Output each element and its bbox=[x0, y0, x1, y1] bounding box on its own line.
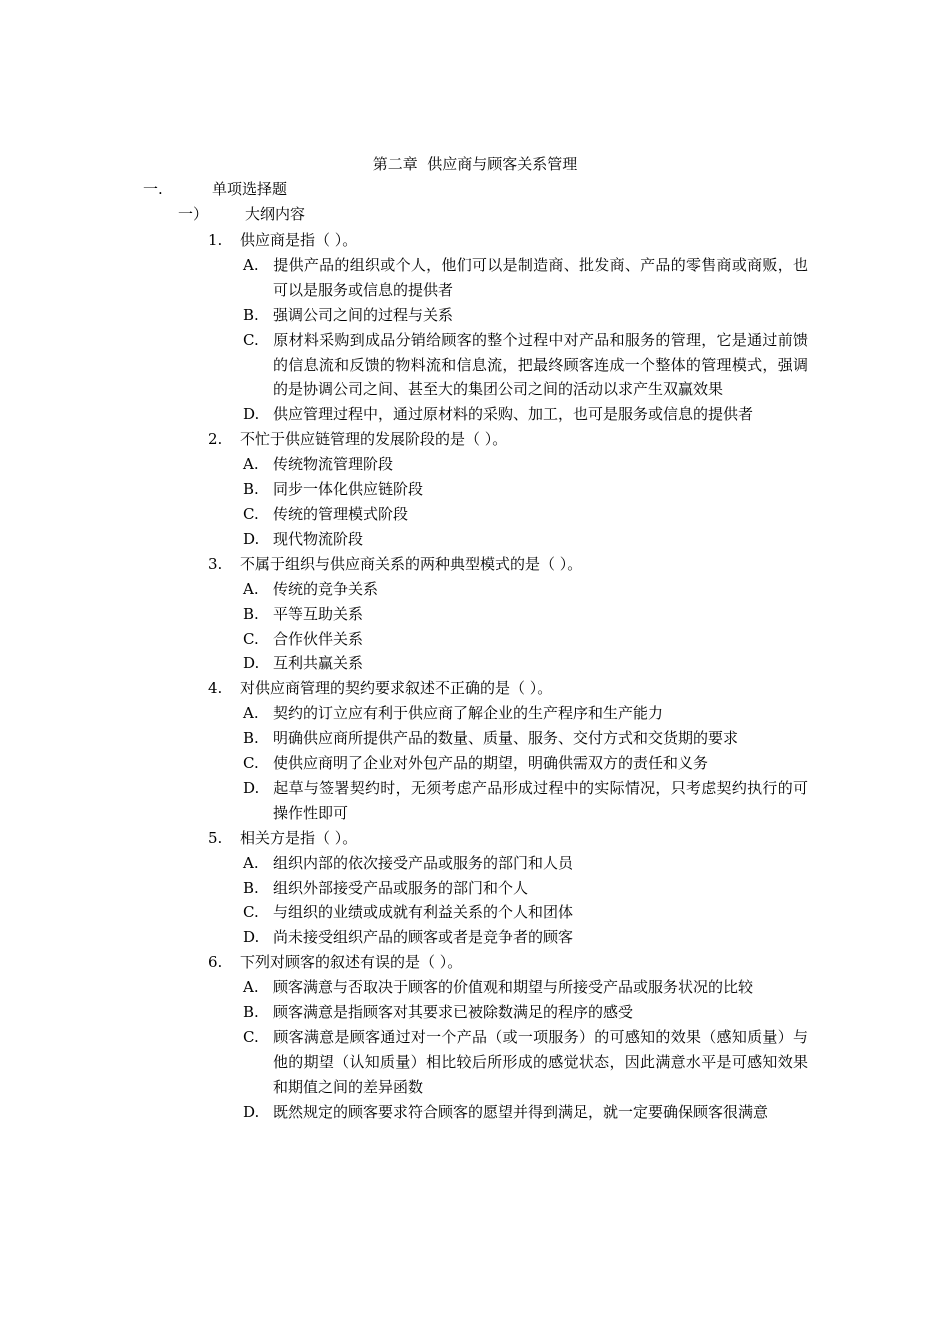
question-item bbox=[208, 552, 808, 677]
option-key: C. bbox=[243, 629, 259, 648]
section-heading bbox=[143, 178, 287, 200]
option-text: 提供产品的组织或个人，他们可以是制造商、批发商、产品的零售商或商贩，也可以是服务或信息的提供者 bbox=[273, 255, 808, 299]
answer-option bbox=[208, 452, 808, 477]
question-number: 3. bbox=[208, 554, 223, 573]
option-text: 顾客满意与否取决于顾客的价值观和期望与所接受产品或服务状况的比较 bbox=[273, 978, 754, 997]
option-text: 互利共赢关系 bbox=[273, 654, 364, 673]
option-text: 现代物流阶段 bbox=[273, 529, 364, 548]
answer-option bbox=[208, 502, 808, 527]
question-stem bbox=[208, 552, 808, 577]
question-number: 1. bbox=[208, 231, 223, 249]
question-item bbox=[208, 826, 808, 951]
option-text: 起草与签署契约时，无须考虑产品形成过程中的实际情况，只考虑契约执行的可操作性即可 bbox=[273, 778, 808, 822]
subsection-number: 一） bbox=[178, 205, 209, 223]
option-key: A. bbox=[243, 853, 259, 872]
option-key: B. bbox=[243, 729, 259, 748]
option-text: 使供应商明了企业对外包产品的期望，明确供需双方的责任和义务 bbox=[273, 754, 709, 773]
answer-option bbox=[208, 726, 808, 751]
option-key: B. bbox=[243, 878, 259, 897]
answer-option bbox=[208, 925, 808, 950]
answer-option bbox=[208, 900, 808, 925]
answer-option bbox=[208, 577, 808, 602]
option-key: D. bbox=[243, 778, 260, 797]
question-text: 下列对顾客的叙述有误的是（ ）。 bbox=[240, 953, 463, 972]
answer-option bbox=[208, 651, 808, 676]
option-text: 原材料采购到成品分销给顾客的整个过程中对产品和服务的管理，它是通过前馈的信息流和反馈的物料流和信息流，把最终顾客连成一个整体的管理模式，强调的是协调公司之间、甚至大的集团公司之间的活动以求产生双赢效果 bbox=[273, 330, 808, 399]
answer-option bbox=[208, 751, 808, 776]
option-text: 强调公司之间的过程与关系 bbox=[273, 305, 454, 324]
question-text: 不属于组织与供应商关系的两种典型模式的是（ ）。 bbox=[240, 554, 583, 573]
option-key: D. bbox=[243, 928, 260, 947]
question-text: 供应商是指（ ）。 bbox=[240, 231, 358, 249]
answer-option bbox=[208, 627, 808, 652]
option-key: B. bbox=[243, 604, 259, 623]
option-text: 顾客满意是顾客通过对一个产品（或一项服务）的可感知的效果（感知质量）与他的期望（认知质量）相比较后所形成的感觉状态，因此满意水平是可感知效果和期值之间的差异函数 bbox=[273, 1028, 808, 1096]
question-text: 对供应商管理的契约要求叙述不正确的是（ ）。 bbox=[240, 679, 553, 698]
question-stem bbox=[208, 950, 808, 975]
answer-option bbox=[208, 253, 808, 303]
option-key: A. bbox=[243, 978, 259, 997]
option-text: 平等互助关系 bbox=[273, 604, 364, 623]
option-key: C. bbox=[243, 504, 259, 523]
answer-option bbox=[208, 975, 808, 1000]
option-text: 与组织的业绩或成就有利益关系的个人和团体 bbox=[273, 903, 574, 922]
answer-option bbox=[208, 851, 808, 876]
option-key: C. bbox=[243, 903, 259, 922]
option-key: A. bbox=[243, 579, 259, 598]
option-key: B. bbox=[243, 480, 259, 499]
question-text: 不忙于供应链管理的发展阶段的是（ ）。 bbox=[240, 430, 508, 449]
option-key: D. bbox=[243, 654, 260, 673]
subsection-label: 大纲内容 bbox=[245, 205, 306, 223]
question-list bbox=[208, 228, 808, 1125]
option-key: C. bbox=[243, 1028, 259, 1046]
question-number: 2. bbox=[208, 430, 223, 449]
question-number: 4. bbox=[208, 679, 223, 698]
question-number: 5. bbox=[208, 828, 223, 847]
option-key: C. bbox=[243, 330, 259, 349]
option-key: B. bbox=[243, 305, 259, 324]
question-item bbox=[208, 228, 808, 427]
option-text: 供应管理过程中，通过原材料的采购、加工，也可是服务或信息的提供者 bbox=[273, 405, 754, 424]
question-number: 6. bbox=[208, 953, 223, 972]
answer-option bbox=[208, 527, 808, 552]
option-key: C. bbox=[243, 754, 259, 773]
answer-option bbox=[208, 402, 808, 427]
answer-option bbox=[208, 303, 808, 328]
option-text: 传统物流管理阶段 bbox=[273, 455, 394, 474]
option-text: 传统的管理模式阶段 bbox=[273, 504, 409, 523]
option-key: A. bbox=[243, 455, 259, 474]
option-text: 契约的订立应有利于供应商了解企业的生产程序和生产能力 bbox=[273, 704, 664, 723]
answer-option bbox=[208, 477, 808, 502]
answer-option bbox=[208, 1100, 808, 1125]
question-stem bbox=[208, 676, 808, 701]
answer-option bbox=[208, 328, 808, 403]
answer-option bbox=[208, 1025, 808, 1100]
question-item bbox=[208, 676, 808, 825]
answer-option bbox=[208, 876, 808, 901]
option-key: A. bbox=[243, 255, 259, 274]
option-key: D. bbox=[243, 529, 260, 548]
section-label: 单项选择题 bbox=[212, 180, 288, 198]
question-item bbox=[208, 950, 808, 1124]
option-text: 尚未接受组织产品的顾客或者是竞争者的顾客 bbox=[273, 928, 574, 947]
answer-option bbox=[208, 776, 808, 826]
option-text: 既然规定的顾客要求符合顾客的愿望并得到满足，就一定要确保顾客很满意 bbox=[273, 1102, 769, 1121]
option-text: 顾客满意是指顾客对其要求已被除数满足的程序的感受 bbox=[273, 1003, 634, 1022]
section-number: 一. bbox=[143, 180, 163, 198]
option-key: D. bbox=[243, 405, 260, 424]
answer-option bbox=[208, 1000, 808, 1025]
question-stem bbox=[208, 427, 808, 452]
option-text: 明确供应商所提供产品的数量、质量、服务、交付方式和交货期的要求 bbox=[273, 729, 739, 748]
subsection-heading bbox=[178, 203, 305, 225]
answer-option bbox=[208, 602, 808, 627]
option-text: 合作伙伴关系 bbox=[273, 629, 364, 648]
option-key: A. bbox=[243, 704, 259, 723]
answer-option bbox=[208, 701, 808, 726]
option-text: 组织内部的依次接受产品或服务的部门和人员 bbox=[273, 853, 574, 872]
chapter-title: 第二章 供应商与顾客关系管理 bbox=[372, 155, 578, 173]
question-item bbox=[208, 427, 808, 552]
question-text: 相关方是指（ ）。 bbox=[240, 828, 358, 847]
option-key: B. bbox=[243, 1003, 259, 1022]
option-text: 传统的竞争关系 bbox=[273, 579, 379, 598]
question-stem bbox=[208, 826, 808, 851]
option-text: 同步一体化供应链阶段 bbox=[273, 480, 424, 499]
option-text: 组织外部接受产品或服务的部门和个人 bbox=[273, 878, 529, 897]
question-stem bbox=[208, 228, 808, 253]
option-key: D. bbox=[243, 1102, 260, 1121]
